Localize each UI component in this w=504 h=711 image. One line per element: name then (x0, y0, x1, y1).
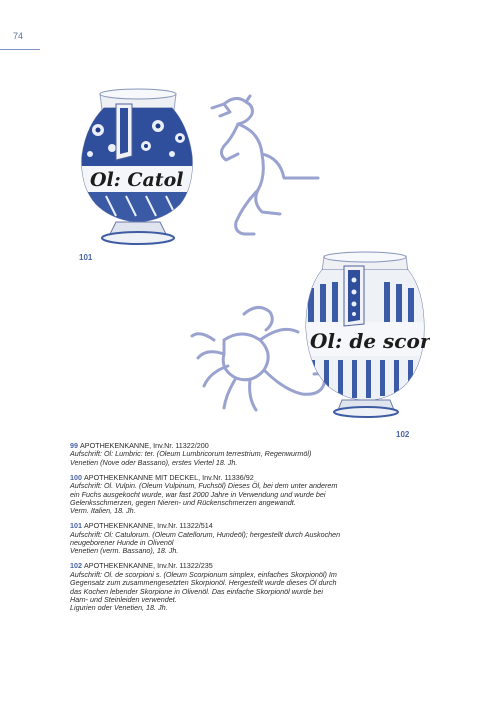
jar-102-photo (300, 250, 430, 420)
entry-line: das Kochen lebender Skorpione in Olivenöl. Das einfache Skorpionöl wurde bei (70, 586, 323, 596)
catalog-entry-101 (70, 522, 400, 556)
entry-title: APOTHEKENKANNE, Inv.Nr. 11322/235 (84, 561, 213, 571)
catalog-entry-102 (70, 562, 400, 612)
entry-line: Gegensatz zum zusammengesetzten Skorpionöl. Hergestellt wurde dieses Öl durch (70, 578, 337, 588)
entry-line: Venetien (Nove oder Bassano), erstes Viertel 18. Jh. (70, 457, 238, 467)
jar-101-inscription: Ol: Catol (90, 169, 184, 191)
catalog-entry-99 (70, 442, 400, 467)
entry-line: Aufschrift: Ol. de scorpioni s. (Oleum Scorpionum simplex, einfaches Skorpionöl) Im (70, 569, 337, 579)
entry-number: 100 (70, 472, 82, 482)
entry-line: Harn- und Steinleiden verwendet. (70, 595, 177, 604)
jar-101-photo (76, 86, 200, 254)
entry-title: APOTHEKENKANNE, Inv.Nr. 11322/200 (80, 441, 209, 450)
entry-line: Verm. Italien, 18. Jh. (70, 506, 136, 516)
jar-102-inscription: Ol: de scor (310, 329, 430, 353)
entry-number: 101 (70, 521, 82, 531)
entry-line: Aufschrift: Ol: Catulorum. (Oleum Catellorum, Hundeöl); hergestellt durch Auskochen (70, 529, 341, 539)
header-rule (0, 49, 40, 50)
figure-label-102: 102 (396, 430, 410, 439)
figure-label-101: 101 (79, 253, 93, 262)
entry-line: neugeborener Hunde in Olivenöl (70, 538, 174, 548)
entry-line: ein Fuchs ausgekocht wurde, war fast 2000 Jahre in Verwendung und wurde bei (70, 489, 326, 499)
entry-line: Ligurien oder Venetien, 18. Jh. (70, 603, 168, 613)
caption-block (70, 442, 400, 619)
catalog-entry-100 (70, 474, 400, 516)
entry-title: APOTHEKENKANNE MIT DECKEL, Inv.Nr. 11336/92 (84, 472, 254, 482)
entry-number: 99 (70, 441, 78, 450)
entry-line: Venetien (verm. Bassano), 18. Jh. (70, 546, 179, 556)
dog-drawing (202, 94, 326, 244)
entry-line: Aufschrift: Ol: Lumbric: ter. (Oleum Lumbricorum terrestrium, Regenwurmöl) (70, 449, 312, 459)
entry-title: APOTHEKENKANNE, Inv.Nr. 11322/514 (84, 521, 213, 531)
entry-line: Gelenksschmerzen, gegen Nieren- und Rückenschmerzen angewandt. (70, 497, 296, 507)
page-number: 74 (13, 31, 24, 41)
entry-number: 102 (70, 561, 82, 571)
entry-line: Aufschrift: Ol. Vulpin. (Oleum Vulpinum, Fuchsöl) Dieses Öl, bei dem unter anderem (70, 481, 338, 491)
